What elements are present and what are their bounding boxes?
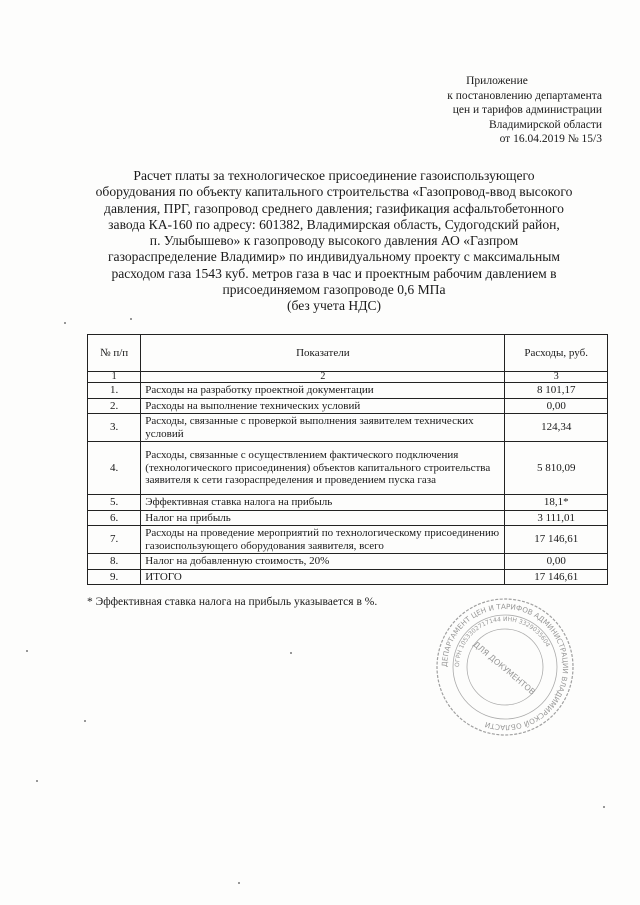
scan-speck: [603, 806, 605, 808]
row-number: 8.: [88, 554, 141, 570]
table-row: [88, 554, 608, 570]
column-index: 1: [88, 372, 141, 383]
row-value: 124,34: [505, 414, 608, 442]
title-line: присоединяемом газопроводе 0,6 МПа: [222, 282, 446, 298]
row-label: Расходы на проведение мероприятий по технологическому присоединению газоиспользующего оборудования заявителя, всего: [141, 526, 505, 554]
scan-speck: [26, 650, 28, 652]
table-row: [88, 398, 608, 414]
scan-speck: [84, 720, 86, 722]
title-line: расходом газа 1543 куб. метров газа в час и проектным рабочим давлением в: [111, 265, 557, 281]
row-label: Расходы на разработку проектной документации: [141, 383, 505, 399]
row-value: 17 146,61: [505, 526, 608, 554]
row-value: 5 810,09: [505, 442, 608, 495]
appendix-line: к постановлению департамента: [447, 89, 602, 102]
row-number: 5.: [88, 495, 141, 511]
table-row: [88, 414, 608, 442]
header-number: № п/п: [88, 335, 141, 372]
row-number: 2.: [88, 398, 141, 414]
row-label: ИТОГО: [141, 569, 505, 585]
appendix-line: от 16.04.2019 № 15/3: [499, 133, 602, 145]
title-line: давления, ПРГ, газопровод среднего давления; газификация асфальтобетонного: [104, 200, 564, 216]
scan-speck: [36, 780, 38, 782]
row-number: 9.: [88, 569, 141, 585]
header-costs: Расходы, руб.: [505, 335, 608, 372]
table-header-row: [88, 335, 608, 372]
scan-speck: [64, 322, 66, 324]
column-index: 2: [141, 372, 505, 383]
row-label: Расходы, связанные с проверкой выполнения заявителем технических условий: [141, 414, 505, 442]
table-row: [88, 510, 608, 526]
row-label: Налог на добавленную стоимость, 20%: [141, 554, 505, 570]
row-number: 3.: [88, 414, 141, 442]
row-label: Расходы на выполнение технических условий: [141, 398, 505, 414]
row-number: 1.: [88, 383, 141, 399]
table-row: [88, 442, 608, 495]
row-value: 17 146,61: [505, 569, 608, 585]
vat-note: (без учета НДС): [286, 298, 382, 314]
document-title: [78, 168, 590, 315]
row-number: 4.: [88, 442, 141, 495]
appendix-line: Приложение: [466, 75, 528, 87]
title-line: газораспределение Владимир» по индивидуальному проекту с максимальным: [107, 249, 561, 265]
row-label: Эффективная ставка налога на прибыль: [141, 495, 505, 511]
row-value: 18,1*: [505, 495, 608, 511]
row-value: 8 101,17: [505, 383, 608, 399]
row-number: 6.: [88, 510, 141, 526]
column-index-row: [88, 372, 608, 383]
footnote: * Эффективная ставка налога на прибыль указывается в %.: [87, 596, 378, 608]
scan-speck: [290, 652, 292, 654]
table-row: [88, 495, 608, 511]
title-line: завода КА-160 по адресу: 601382, Владимирская область, Судогодский район,: [108, 216, 560, 232]
official-seal-stamp: [430, 592, 580, 742]
seal-ring-text: ДЕПАРТАМЕНТ ЦЕН И ТАРИФОВ АДМИНИСТРАЦИИ ВЛАДИМИРСКОЙ ОБЛАСТИ: [439, 601, 571, 733]
scan-speck: [238, 882, 240, 884]
appendix-header: [402, 74, 602, 147]
title-line: Расчет платы за технологическое присоединение газоиспользующего: [133, 168, 535, 183]
appendix-line: цен и тарифов администрации: [452, 104, 602, 116]
seal-center-text: ДЛЯ ДОКУМЕНТОВ: [471, 639, 537, 697]
table-row: [88, 383, 608, 399]
appendix-line: Владимирской области: [488, 118, 602, 131]
table-row-total: [88, 569, 608, 585]
header-indicator: Показатели: [141, 335, 505, 372]
table-row: [88, 526, 608, 554]
row-value: 0,00: [505, 398, 608, 414]
scan-speck: [130, 318, 132, 320]
title-line: п. Улыбышево» к газопроводу высокого давления АО «Газпром: [149, 233, 519, 249]
cost-table: [87, 334, 608, 585]
row-value: 3 111,01: [505, 510, 608, 526]
row-value: 0,00: [505, 554, 608, 570]
title-line: оборудования по объекту капитального строительства «Газопровод-ввод высокого: [95, 184, 573, 200]
row-number: 7.: [88, 526, 141, 554]
row-label: Расходы, связанные с осуществлением фактического подключения (технологического присоединения) объектов капитального строительства заявителя к сети газораспределения и проведением пуска газа: [141, 442, 505, 495]
column-index: 3: [505, 372, 608, 383]
seal-ogrn-text: ОГРН 1053302717144 ИНН 3329035604: [453, 615, 552, 668]
row-label: Налог на прибыль: [141, 510, 505, 526]
